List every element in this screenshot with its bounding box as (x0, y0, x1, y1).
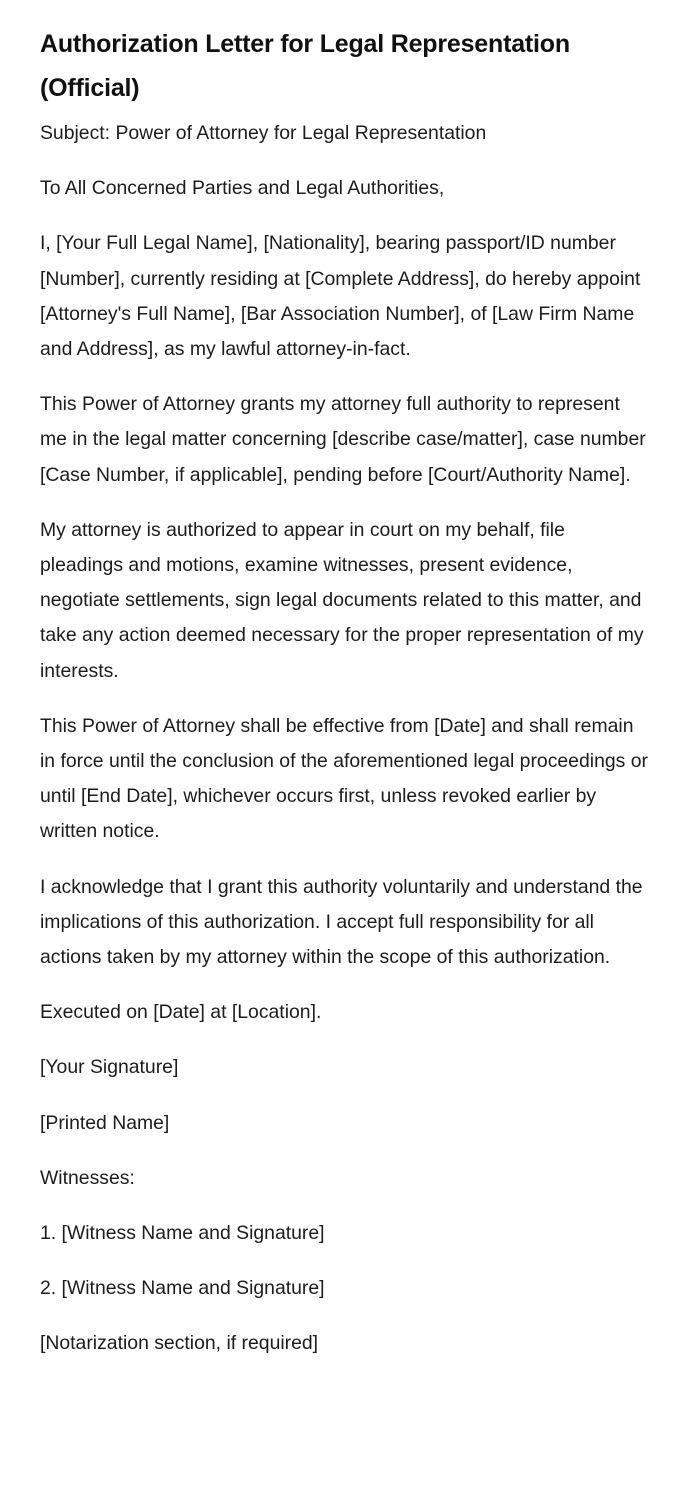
witness-line-1: 1. [Witness Name and Signature] (40, 1222, 325, 1245)
witnesses-label: Witnesses: (40, 1166, 135, 1189)
subject-line: Subject: Power of Attorney for Legal Representation (40, 122, 487, 144)
acknowledgement-paragraph: I acknowledge that I grant this authority voluntarily and understand the implications of this authorization. I accept full responsibility for all actions taken by my attorney within the scope of this authorization. (40, 875, 643, 969)
notarization-placeholder: [Notarization section, if required] (40, 1332, 319, 1355)
salutation: To All Concerned Parties and Legal Authorities, (40, 177, 445, 200)
execution-line: Executed on [Date] at [Location]. (40, 1001, 322, 1024)
appointment-paragraph: I, [Your Full Legal Name], [Nationality], bearing passport/ID number [Number], currently residing at [Complete Address], do hereby appoint [Attorney's Full Name], [Bar Association Number], of [Law Firm Name and Address], as my lawful attorney-in-fact. (40, 232, 641, 361)
authority-scope-paragraph: This Power of Attorney grants my attorney full authority to represent me in the legal matter concerning [describe case/matter], case number [Case Number, if applicable], pending before [Court/Authority Name]. (40, 393, 646, 486)
attorney-powers-paragraph: My attorney is authorized to appear in court on my behalf, file pleadings and motions, examine witnesses, present evidence, negotiate settlements, sign legal documents related to this matter, and take any action deemed necessary for the proper representation of my interests. (40, 518, 644, 682)
document-title: Authorization Letter for Legal Representation (Official) (40, 30, 570, 102)
effective-period-paragraph: This Power of Attorney shall be effective from [Date] and shall remain in force until the conclusion of the aforementioned legal proceedings or until [End Date], whichever occurs first, unless revoked earlier by written notice. (40, 714, 648, 843)
signature-placeholder: [Your Signature] (40, 1056, 179, 1079)
printed-name-placeholder: [Printed Name] (40, 1111, 170, 1134)
witness-line-2: 2. [Witness Name and Signature] (40, 1277, 325, 1300)
letter-document (40, 22, 652, 1382)
